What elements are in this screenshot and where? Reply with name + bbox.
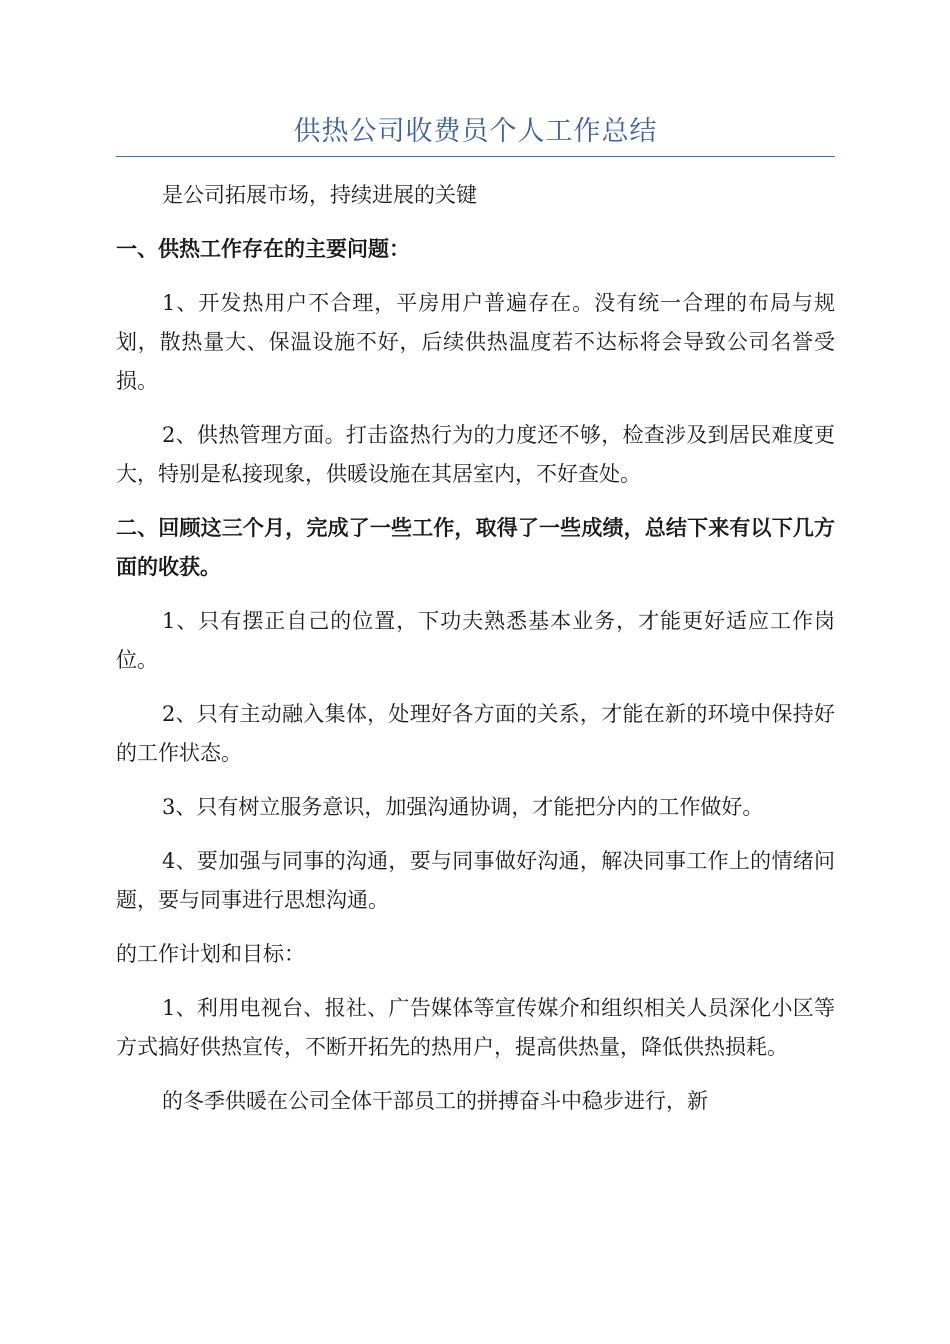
page-title: 供热公司收费员个人工作总结 — [293, 116, 658, 147]
title-block — [116, 112, 835, 157]
paragraph: 是公司拓展市场，持续进展的关键 — [162, 183, 477, 207]
paragraph: 的工作计划和目标： — [116, 942, 305, 966]
paragraph: 1、利用电视台、报社、广告媒体等宣传媒介和组织相关人员深化小区等方式搞好供热宣传，不断开拓先的热用户，提高供热量，降低供热损耗。 — [116, 996, 835, 1059]
paragraph: 3、只有树立服务意识，加强沟通协调，才能把分内的工作做好。 — [162, 795, 764, 819]
paragraph: 2、只有主动融入集体，处理好各方面的关系，才能在新的环境中保持好的工作状态。 — [116, 702, 835, 765]
paragraph: 4、要加强与同事的沟通，要与同事做好沟通，解决同事工作上的情绪问题，要与同事进行思想沟通。 — [116, 849, 835, 912]
paragraph: 2、供热管理方面。打击盗热行为的力度还不够，检查涉及到居民难度更大，特别是私接现象，供暖设施在其居室内，不好查处。 — [116, 423, 835, 486]
section-heading: 二、回顾这三个月，完成了一些工作，取得了一些成绩，总结下来有以下几方面的收获。 — [116, 516, 835, 579]
paragraph: 1、只有摆正自己的位置，下功夫熟悉基本业务，才能更好适应工作岗位。 — [116, 609, 835, 672]
paragraph: 的冬季供暖在公司全体干部员工的拼搏奋斗中稳步进行，新 — [162, 1089, 708, 1113]
document-body — [116, 176, 835, 1136]
section-heading: 一、供热工作存在的主要问题： — [116, 237, 410, 261]
paragraph: 1、开发热用户不合理，平房用户普遍存在。没有统一合理的布局与规划，散热量大、保温设施不好，后续供热温度若不达标将会导致公司名誉受损。 — [116, 291, 835, 393]
